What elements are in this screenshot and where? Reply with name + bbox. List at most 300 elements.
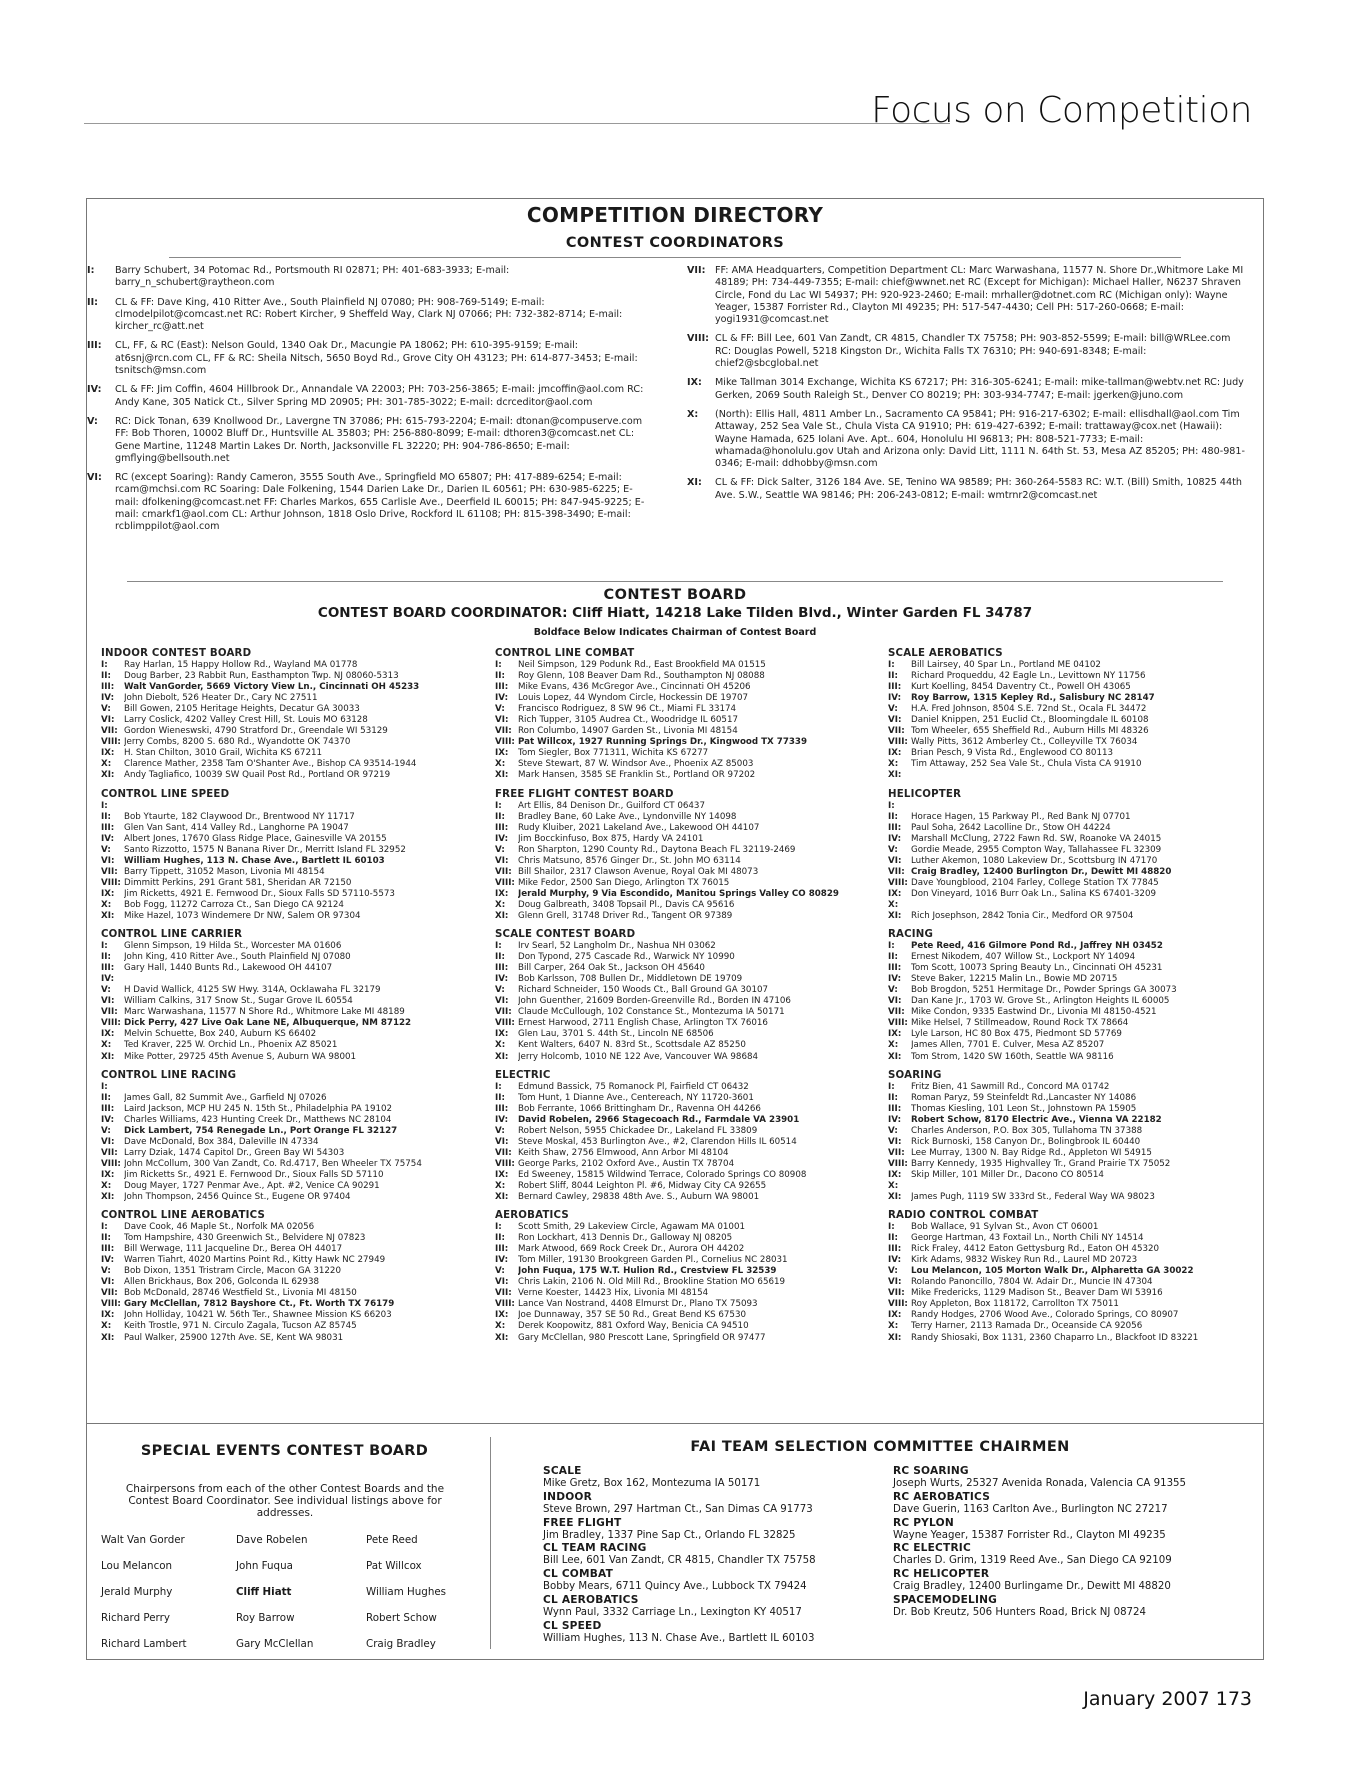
member-text: Dave McDonald, Box 384, Daleville IN 47334: [124, 1136, 319, 1147]
board-chairman-row: [888, 867, 1263, 878]
board-section-title: RACING: [888, 929, 934, 941]
divider: [490, 1437, 491, 1649]
board-section-title: CONTROL LINE RACING: [101, 1069, 237, 1081]
directory-frame: [86, 198, 1264, 1660]
region-number: VII:: [888, 1147, 905, 1158]
region-number: I:: [495, 941, 502, 952]
member-text: Tom Miller, 19130 Brookgreen Garden Pl., Cornelius NC 28031: [518, 1255, 788, 1266]
region-number: VII:: [495, 1288, 512, 1299]
region-number: III:: [495, 682, 509, 693]
region-number: III:: [87, 340, 102, 352]
board-member-row: [101, 1321, 476, 1332]
region-number: XI:: [888, 1332, 902, 1343]
board-member-row: [888, 856, 1263, 867]
member-text: Rich Tupper, 3105 Audrea Ct., Woodridge IL 60517: [518, 715, 739, 726]
board-member-row: [101, 726, 476, 737]
region-number: III:: [101, 1103, 115, 1114]
member-text: [124, 974, 476, 985]
divider: [87, 1423, 1263, 1424]
region-number: IV:: [888, 693, 902, 704]
fai-category: CL TEAM RACING: [543, 1542, 647, 1555]
member-text: Glen Van Sant, 414 Valley Rd., Langhorne PA 19047: [124, 822, 349, 833]
board-member-row: [495, 845, 870, 856]
region-number: II:: [495, 671, 505, 682]
chairperson-name: Roy Barrow: [236, 1612, 295, 1624]
region-number: III:: [101, 682, 115, 693]
board-section-title: SOARING: [888, 1069, 942, 1081]
board-member-row: [888, 704, 1263, 715]
section-title: Focus on Competition: [871, 90, 1252, 131]
board-member-row: [101, 704, 476, 715]
board-member-row: [101, 889, 476, 900]
region-number: XI:: [101, 1332, 115, 1343]
member-text: Dimmitt Perkins, 291 Grant 581, Sheridan AR 72150: [124, 877, 352, 888]
board-chairman-row: [495, 889, 870, 900]
member-text: Marshall McClung, 2722 Fawn Rd. SW, Roanoke VA 24015: [911, 833, 1162, 844]
region-number: IX:: [101, 1029, 115, 1040]
region-number: IX:: [495, 888, 509, 899]
board-member-row: [495, 834, 870, 845]
region-number: V:: [888, 985, 898, 996]
member-text: Chris Matsuno, 8576 Ginger Dr., St. John MO 63114: [518, 855, 741, 866]
board-member-row: [888, 1321, 1263, 1332]
member-text: Robert Schow, 8170 Electric Ave., Vienna VA 22182: [911, 1114, 1162, 1125]
coordinators-right: [687, 265, 1247, 509]
region-number: X:: [495, 1321, 506, 1332]
region-number: V:: [101, 985, 111, 996]
member-text: Dick Lambert, 754 Renegade Ln., Port Orange FL 32127: [124, 1125, 398, 1136]
board-member-row: [495, 952, 870, 963]
member-text: John Thompson, 2456 Quince St., Eugene OR 97404: [124, 1192, 351, 1203]
region-number: II:: [101, 1233, 111, 1244]
fai-category: INDOOR: [543, 1490, 592, 1503]
board-member-row: [101, 1007, 476, 1018]
member-text: James Pugh, 1119 SW 333rd St., Federal Way WA 98023: [911, 1192, 1155, 1203]
region-number: IX:: [888, 1029, 902, 1040]
board-section-title: CONTROL LINE COMBAT: [495, 648, 635, 659]
region-number: VI:: [495, 715, 509, 726]
member-text: David Robelen, 2966 Stagecoach Rd., Farmdale VA 23901: [518, 1114, 800, 1125]
member-text: Lance Van Nostrand, 4408 Elmurst Dr., Plano TX 75093: [518, 1299, 758, 1310]
board-section-title: CONTROL LINE SPEED: [101, 788, 230, 800]
fai-chairman: Mike Gretz, Box 162, Montezuma IA 50171: [543, 1477, 761, 1489]
region-number: XI:: [495, 1332, 509, 1343]
region-number: III:: [888, 822, 902, 833]
region-number: IV:: [495, 1255, 509, 1266]
region-number: III:: [101, 963, 115, 974]
member-text: [124, 1082, 476, 1093]
region-number: VII:: [495, 866, 512, 877]
board-member-row: [888, 1222, 1263, 1233]
board-member-row: [495, 1277, 870, 1288]
region-number: I:: [888, 1081, 895, 1092]
region-number: X:: [888, 899, 899, 910]
member-text: Rick Burnoski, 158 Canyon Dr., Bolingbrook IL 60440: [911, 1136, 1141, 1147]
member-text: John Guenther, 21609 Borden-Greenville Rd., Borden IN 47106: [518, 996, 791, 1007]
member-text: Mike Evans, 436 McGregor Ave., Cincinnati OH 45206: [518, 682, 751, 693]
member-text: Bob Dixon, 1351 Tristram Circle, Macon GA 31220: [124, 1266, 341, 1277]
region-number: III:: [495, 1244, 509, 1255]
region-number: I:: [495, 1222, 502, 1233]
board-section-title: ELECTRIC: [495, 1069, 551, 1081]
member-text: Skip Miller, 101 Miller Dr., Dacono CO 80514: [911, 1169, 1104, 1180]
region-number: I:: [101, 1222, 108, 1233]
region-number: X:: [888, 1180, 899, 1191]
region-number: II:: [495, 811, 505, 822]
region-number: IV:: [101, 693, 115, 704]
board-member-row: [101, 911, 476, 922]
board-member-row: [495, 1018, 870, 1029]
region-number: III:: [888, 1103, 902, 1114]
board-member-row: [888, 1137, 1263, 1148]
member-text: Francisco Rodriguez, 8 SW 96 Ct., Miami FL 33174: [518, 704, 737, 715]
chairperson-name: Robert Schow: [366, 1612, 437, 1624]
region-number: VI:: [888, 996, 902, 1007]
region-number: II:: [888, 811, 898, 822]
member-text: Horace Hagen, 15 Parkway Pl., Red Bank NJ 07701: [911, 811, 1131, 822]
region-number: VIII:: [495, 1018, 515, 1029]
board-member-row: [888, 1310, 1263, 1321]
board-member-row: [101, 1137, 476, 1148]
board-member-row: [888, 1299, 1263, 1310]
region-number: IV:: [888, 1114, 902, 1125]
coordinator-entry: [687, 409, 1247, 470]
member-text: Steve Baker, 12215 Malin Ln., Bowie MD 20715: [911, 974, 1118, 985]
board-member-row: [101, 1040, 476, 1051]
board-member-row: [101, 1093, 476, 1104]
board-member-row: [495, 867, 870, 878]
member-text: Steve Stewart, 87 W. Windsor Ave., Phoenix AZ 85003: [518, 759, 754, 770]
region-number: IX:: [888, 1169, 902, 1180]
region-number: III:: [101, 822, 115, 833]
board-member-row: [495, 1233, 870, 1244]
member-text: Barry Tippett, 31052 Mason, Livonia MI 48154: [124, 866, 325, 877]
member-text: Tom Scott, 10073 Spring Beauty Ln., Cincinnati OH 45231: [911, 963, 1163, 974]
board-member-row: [101, 1159, 476, 1170]
region-number: VIII:: [101, 1018, 121, 1029]
region-number: II:: [101, 811, 111, 822]
member-text: Dave Cook, 46 Maple St., Norfolk MA 02056: [124, 1222, 315, 1233]
member-text: Bob Ferrante, 1066 Brittingham Dr., Ravenna OH 44266: [518, 1103, 761, 1114]
region-number: IX:: [495, 1029, 509, 1040]
member-text: Doug Mayer, 1727 Penmar Ave., Apt. #2, Venice CA 90291: [124, 1180, 380, 1191]
board-section-title: AEROBATICS: [495, 1210, 569, 1222]
member-text: Bill Carper, 264 Oak St., Jackson OH 45640: [518, 963, 705, 974]
region-number: III:: [495, 1103, 509, 1114]
region-number: VIII:: [888, 737, 908, 748]
board-member-row: [495, 801, 870, 812]
region-number: VIII:: [888, 877, 908, 888]
page-folio: January 2007 173: [1083, 1688, 1252, 1710]
member-text: Glenn Grell, 31748 Driver Rd., Tangent OR 97389: [518, 910, 733, 921]
member-text: Ron Lockhart, 413 Dennis Dr., Galloway NJ 08205: [518, 1233, 733, 1244]
member-text: Tom Hampshire, 430 Greenwich St., Belvidere NJ 07823: [124, 1233, 366, 1244]
region-number: I:: [495, 1081, 502, 1092]
board-chairman-row: [495, 737, 870, 748]
region-number: VI:: [101, 715, 115, 726]
board-member-row: [888, 1082, 1263, 1093]
member-text: George Hartman, 43 Foxtail Ln., North Chili NY 14514: [911, 1233, 1144, 1244]
board-member-row: [495, 1192, 870, 1203]
board-member-row: [101, 963, 476, 974]
special-events-names: [101, 1533, 471, 1651]
coordinators-left: [87, 265, 647, 541]
board-member-row: [101, 770, 476, 781]
board-title: CONTEST BOARD: [603, 587, 747, 603]
member-text: Mike Fredericks, 1129 Madison St., Beaver Dam WI 53916: [911, 1288, 1163, 1299]
board-member-row: [101, 900, 476, 911]
region-number: VI:: [101, 996, 115, 1007]
board-section: [495, 1209, 870, 1344]
chairperson-name: Jerald Murphy: [101, 1586, 173, 1598]
board-chairman-row: [888, 941, 1263, 952]
board-member-row: [888, 1093, 1263, 1104]
board-member-row: [888, 996, 1263, 1007]
board-member-row: [495, 693, 870, 704]
board-member-row: [495, 1244, 870, 1255]
coordinator-entry: [87, 472, 647, 533]
member-text: Pete Reed, 416 Gilmore Pond Rd., Jaffrey NH 03452: [911, 941, 1163, 952]
board-member-row: [888, 682, 1263, 693]
board-member-row: [101, 985, 476, 996]
board-section: [888, 788, 1263, 923]
board-member-row: [495, 963, 870, 974]
member-text: Jim Ricketts, 4921 E. Fernwood Dr., Sioux Falls SD 57110-5573: [124, 888, 395, 899]
region-number: IV:: [888, 833, 902, 844]
header-rule: [84, 123, 950, 124]
region-number: II:: [888, 1233, 898, 1244]
board-member-row: [888, 1170, 1263, 1181]
board-member-row: [101, 1333, 476, 1344]
region-number: V:: [101, 1266, 111, 1277]
region-number: VI:: [101, 1136, 115, 1147]
member-text: Glen Lau, 3701 S. 44th St., Lincoln NE 68506: [518, 1029, 714, 1040]
region-number: VIII:: [101, 737, 121, 748]
board-member-row: [888, 1007, 1263, 1018]
board-member-row: [101, 1148, 476, 1159]
member-text: H.A. Fred Johnson, 8504 S.E. 72nd St., Ocala FL 34472: [911, 704, 1147, 715]
special-events-note: Chairpersons from each of the other Contest Boards and the Contest Board Coordinator. See individual listings above for addresses.: [125, 1483, 445, 1519]
board-member-row: [495, 941, 870, 952]
board-member-row: [888, 1277, 1263, 1288]
member-text: Rick Fraley, 4412 Eaton Gettysburg Rd., Eaton OH 45320: [911, 1244, 1160, 1255]
member-text: [911, 900, 1263, 911]
board-member-row: [101, 801, 476, 812]
region-number: I:: [495, 800, 502, 811]
board-member-row: [888, 1255, 1263, 1266]
coordinator-text: CL, FF, & RC (East): Nelson Gould, 1340 Oak Dr., Macungie PA 18062; PH: 610-395-9159; E-mail: at6snj@rcn.com CL, FF & RC: Sheila Nitsch, 5650 Boyd Rd., Grove City OH 43123; PH: 614-877-3453; E-mail: tsnitsch@msn.com: [115, 340, 638, 377]
member-text: Gary McClellan, 7812 Bayshore Ct., Ft. Worth TX 76179: [124, 1299, 395, 1310]
board-section: [495, 1069, 870, 1204]
region-number: V:: [495, 1125, 505, 1136]
region-number: IX:: [495, 1310, 509, 1321]
region-number: X:: [101, 759, 112, 770]
region-number: X:: [495, 899, 506, 910]
directory-title: COMPETITION DIRECTORY: [526, 203, 824, 227]
region-number: III:: [888, 682, 902, 693]
member-text: Roy Barrow, 1315 Kepley Rd., Salisbury NC 28147: [911, 693, 1155, 704]
region-number: VII:: [888, 866, 905, 877]
board-member-row: [495, 1288, 870, 1299]
fai-chairman: Steve Brown, 297 Hartman Ct., San Dimas CA 91773: [543, 1503, 813, 1515]
board-member-row: [495, 878, 870, 889]
region-number: IV:: [495, 833, 509, 844]
board-member-row: [495, 985, 870, 996]
coordinator-text: (North): Ellis Hall, 4811 Amber Ln., Sacramento CA 95841; PH: 916-217-6302; E-mail: ellisdhall@aol.com Tim Attaway, 252 Sea Vale St., Chula Vista CA 91910; PH: 619-427-6392; E-mail: trattaway@cox.net (Hawaii): Wayne Hamada, 625 Iolani Ave. Apt.. 604, Honolulu HI 96813; PH: 808-521-7733; E-mail: whamada@honolulu.gov Utah and Arizona only: David Litt, 1111 N. 64th St. 53, Mesa AZ 85205; PH: 480-981-0346; E-mail: ddhobby@msn.com: [715, 408, 1245, 470]
region-number: IX:: [888, 1310, 902, 1321]
board-section-title: SCALE AEROBATICS: [888, 648, 1003, 659]
member-text: Wally Pitts, 3612 Amberley Ct., Colleyville TX 76034: [911, 737, 1138, 748]
region-number: VIII:: [888, 1158, 908, 1169]
region-number: VII:: [101, 726, 118, 737]
board-member-row: [888, 1181, 1263, 1192]
board-member-row: [888, 1192, 1263, 1203]
region-number: VIII:: [888, 1299, 908, 1310]
fai-chairman: Bobby Mears, 6711 Quincy Ave., Lubbock TX 79424: [543, 1581, 807, 1593]
member-text: Daniel Knippen, 251 Euclid Ct., Bloomingdale IL 60108: [911, 715, 1149, 726]
member-text: Allen Brickhaus, Box 206, Golconda IL 62938: [124, 1277, 319, 1288]
member-text: Tom Strom, 1420 SW 160th, Seattle WA 98116: [911, 1051, 1114, 1062]
member-text: Santo Rizzotto, 1575 N Banana River Dr., Merritt Island FL 32952: [124, 844, 406, 855]
region-number: IX:: [101, 748, 115, 759]
board-section: [495, 788, 870, 923]
region-number: IV:: [495, 1114, 509, 1125]
board-member-row: [888, 952, 1263, 963]
region-number: IV:: [101, 1255, 115, 1266]
region-number: IX:: [101, 1169, 115, 1180]
board-member-row: [495, 911, 870, 922]
member-text: Melvin Schuette, Box 240, Auburn KS 66402: [124, 1029, 317, 1040]
region-number: XI:: [888, 1051, 902, 1062]
region-number: VI:: [495, 1277, 509, 1288]
member-text: Ed Sweeney, 15815 Wildwind Terrace, Colorado Springs CO 80908: [518, 1169, 807, 1180]
region-number: V:: [495, 985, 505, 996]
region-number: IX:: [687, 377, 702, 389]
fai-chairman: Joseph Wurts, 25327 Avenida Ronada, Valencia CA 91355: [893, 1477, 1187, 1489]
board-section: [101, 928, 476, 1063]
member-text: Ron Sharpton, 1290 County Rd., Daytona Beach FL 32119-2469: [518, 844, 796, 855]
member-text: Fritz Bien, 41 Sawmill Rd., Concord MA 01742: [911, 1081, 1110, 1092]
region-number: I:: [101, 800, 108, 811]
region-number: XI:: [101, 1192, 115, 1203]
board-member-row: [101, 952, 476, 963]
fai-column-2: [893, 1465, 1233, 1620]
member-text: Tom Hunt, 1 Dianne Ave., Centereach, NY 11720-3601: [518, 1092, 754, 1103]
board-member-row: [101, 1277, 476, 1288]
member-text: Tim Attaway, 252 Sea Vale St., Chula Vista CA 91910: [911, 759, 1142, 770]
board-member-row: [101, 1104, 476, 1115]
chairperson-name: Richard Perry: [101, 1612, 170, 1624]
board-member-row: [495, 1052, 870, 1063]
fai-category: RC AEROBATICS: [893, 1490, 991, 1503]
region-number: V:: [888, 1266, 898, 1277]
region-number: XI:: [495, 770, 509, 781]
member-text: Larry Coslick, 4202 Valley Crest Hill, St. Louis MO 63128: [124, 715, 368, 726]
board-chairman-row: [495, 1266, 870, 1277]
member-text: Bob Wallace, 91 Sylvan St., Avon CT 06001: [911, 1222, 1099, 1233]
board-member-row: [888, 660, 1263, 671]
board-member-row: [888, 985, 1263, 996]
board-member-row: [101, 671, 476, 682]
member-text: Richard Schneider, 150 Woods Ct., Ball Ground GA 30107: [518, 985, 769, 996]
board-member-row: [495, 1093, 870, 1104]
fai-chairman: Dr. Bob Kreutz, 506 Hunters Road, Brick NJ 08724: [893, 1606, 1146, 1618]
board-member-row: [101, 1029, 476, 1040]
coordinator-entry: [87, 416, 647, 465]
board-member-row: [101, 974, 476, 985]
board-member-row: [101, 996, 476, 1007]
member-text: Ron Columbo, 14907 Garden St., Livonia MI 48154: [518, 726, 738, 737]
fai-chairman: Bill Lee, 601 Van Zandt, CR 4815, Chandler TX 75758: [543, 1555, 816, 1567]
coordinator-entry: [87, 297, 647, 334]
fai-category: CL SPEED: [543, 1619, 602, 1632]
board-member-row: [101, 1170, 476, 1181]
fai-chairman: William Hughes, 113 N. Chase Ave., Bartlett IL 60103: [543, 1632, 815, 1644]
region-number: X:: [495, 1180, 506, 1191]
fai-category: SPACEMODELING: [893, 1594, 998, 1607]
region-number: I:: [888, 1222, 895, 1233]
divider: [169, 257, 1181, 258]
fai-title: FAI TEAM SELECTION COMMITTEE CHAIRMEN: [690, 1439, 1070, 1455]
coordinator-text: FF: AMA Headquarters, Competition Department CL: Marc Warwashana, 11577 N. Shore Dr.,Whitmore Lake MI 48189; PH: 734-449-7355; E-mail: chief@wwnet.net RC (Except for Michigan): Michael Haller, N6237 Shraven Circle, Fond du Lac WI 54937; PH: 920-923-2460; E-mail: mrhaller@dotnet.com RC (Michigan only): Wayne Yeager, 15387 Forrister Rd., Clayton MI 49235; PH: 517-547-4430; Cell PH: 517-260-0668; E-mail: yogi1931@comcast.net: [715, 265, 1244, 326]
fai-chairman: Dave Guerin, 1163 Carlton Ave., Burlington NC 27217: [893, 1503, 1168, 1515]
board-member-row: [495, 715, 870, 726]
coordinator-text: CL & FF: Dick Salter, 3126 184 Ave. SE, Tenino WA 98589; PH: 360-264-5583 RC: W.T. (Bill) Smith, 10825 44th Ave. S.W., Seattle WA 98146; PH: 206-243-0812; E-mail: wmtrnr2@comcast.net: [715, 477, 1242, 501]
region-number: VI:: [495, 1136, 509, 1147]
region-number: X:: [888, 1040, 899, 1051]
board-member-row: [495, 1126, 870, 1137]
board-member-row: [888, 770, 1263, 781]
member-text: Edmund Bassick, 75 Romanock Pl, Fairfield CT 06432: [518, 1081, 749, 1092]
coordinator-text: CL & FF: Dave King, 410 Ritter Ave., South Plainfield NJ 07080; PH: 908-769-5149; E-mail: clmodelpilot@comcast.net RC: Robert Kircher, 9 Sheffeld Way, Clark NJ 07066; PH: 732-382-8714; E-mail: kircher_rc@att.net: [115, 296, 623, 333]
board-member-row: [495, 1333, 870, 1344]
region-number: VI:: [888, 855, 902, 866]
member-text: Dick Perry, 427 Live Oak Lane NE, Albuquerque, NM 87122: [124, 1018, 412, 1029]
board-member-row: [495, 1321, 870, 1332]
fai-chairman: Wayne Yeager, 15387 Forrister Rd., Clayton MI 49235: [893, 1529, 1166, 1541]
board-member-row: [495, 812, 870, 823]
board-member-row: [888, 1018, 1263, 1029]
board-member-row: [888, 748, 1263, 759]
region-number: III:: [888, 963, 902, 974]
region-number: XI:: [888, 1192, 902, 1203]
member-text: Thomas Kiesling, 101 Leon St., Johnstown PA 15905: [911, 1103, 1137, 1114]
region-number: X:: [101, 899, 112, 910]
member-text: Larry Dziak, 1474 Capitol Dr., Green Bay WI 54303: [124, 1147, 345, 1158]
member-text: Laird Jackson, MCP HU 245 N. 15th St., Philadelphia PA 19102: [124, 1103, 393, 1114]
member-text: Kirk Adams, 9832 Wiskey Run Rd., Laurel MD 20723: [911, 1255, 1138, 1266]
region-number: VII:: [101, 1288, 118, 1299]
fai-category: RC ELECTRIC: [893, 1542, 971, 1555]
region-number: XI:: [687, 477, 702, 489]
member-text: Richard Proqueddu, 42 Eagle Ln., Levittown NY 11756: [911, 671, 1146, 682]
chairperson-name: Richard Lambert: [101, 1638, 187, 1650]
region-number: V:: [495, 1266, 505, 1277]
region-number: IV:: [101, 833, 115, 844]
member-text: Jerald Murphy, 9 Via Escondido, Manitou Springs Valley CO 80829: [518, 888, 839, 899]
board-note: Boldface Below Indicates Chairman of Contest Board: [533, 627, 817, 638]
region-number: IX:: [888, 748, 902, 759]
board-member-row: [495, 1222, 870, 1233]
region-number: XI:: [101, 1051, 115, 1062]
region-number: II:: [495, 952, 505, 963]
region-number: VI:: [888, 1136, 902, 1147]
member-text: Pat Willcox, 1927 Running Springs Dr., Kingwood TX 77339: [518, 737, 807, 748]
board-member-row: [101, 834, 476, 845]
member-text: [911, 770, 1263, 781]
board-section: [101, 1069, 476, 1204]
board-section-title: RADIO CONTROL COMBAT: [888, 1210, 1039, 1222]
